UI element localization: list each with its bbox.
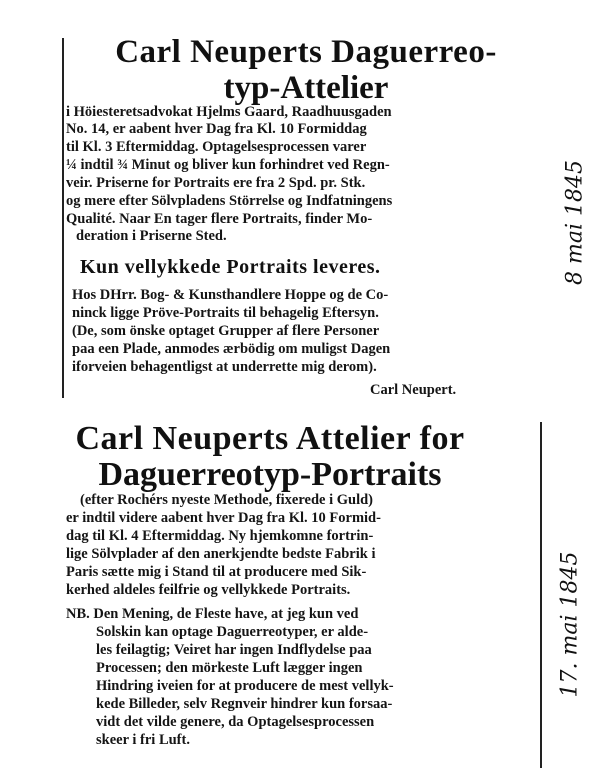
- ad1-body2-line: iforveien behagentligst at underrette mig derom).: [72, 359, 377, 375]
- ad1-body-line: No. 14, er aabent hver Dag fra Kl. 10 Formiddag: [66, 121, 367, 137]
- ad1-body2-line: (De, som önske optaget Grupper af flere Personer: [72, 323, 380, 339]
- ad1-signature: Carl Neupert.: [370, 382, 457, 398]
- ad2-body-line: dag til Kl. 4 Eftermiddag. Ny hjemkomne fortrin-: [66, 528, 374, 544]
- ad2-nb-line: Hindring iveien for at producere de mest vellyk-: [96, 678, 394, 694]
- ad2-nb-line: Solskin kan optage Daguerreotyper, er alde-: [96, 624, 369, 640]
- ad1-body-line: og mere efter Sölvpladens Störrelse og Indfatningens: [66, 193, 393, 209]
- ad1-body2-line: ninck ligge Pröve-Portraits til behagelig Eftersyn.: [72, 305, 379, 321]
- ad1-body2-line: paa een Plade, anmodes ærbödig om muligst Dagen: [72, 341, 391, 357]
- ad2-nb-line: vidt det vilde genere, da Optagelsesprocessen: [96, 714, 375, 730]
- ad2-title-line2: Daguerreotyp-Portraits: [98, 456, 442, 493]
- ad2-nb-line: NB. Den Mening, de Fleste have, at jeg kun ved: [66, 606, 359, 622]
- ad1-body2-line: Hos DHrr. Bog- & Kunsthandlere Hoppe og de Co-: [72, 287, 389, 303]
- ad1-body-line: deration i Priserne Sted.: [76, 228, 227, 244]
- ad2-body-line: kerhed aldeles feilfrie og vellykkede Portraits.: [66, 582, 351, 598]
- ad1-handwritten-date: 8 mai 1845: [562, 160, 588, 285]
- ad2-nb-line: skeer i fri Luft.: [96, 732, 190, 748]
- ad2-handwritten-date: 17. mai 1845: [557, 551, 583, 698]
- ad2-nb-line: Processen; den mörkeste Luft lægger ingen: [96, 660, 363, 676]
- ad1-subheading: Kun vellykkede Portraits leveres.: [80, 256, 381, 278]
- ad1-body-line: Qualité. Naar En tager flere Portraits, finder Mo-: [66, 211, 373, 227]
- ad2-body-line: (efter Rochérs nyeste Methode, fixerede i Guld): [80, 492, 374, 508]
- ad2-right-rule: [540, 422, 542, 768]
- ad2-nb-line: les feilagtig; Veiret har ingen Indflydelse paa: [96, 642, 372, 658]
- ad2-nb-line: kede Billeder, selv Regnveir hindrer kun forsaa-: [96, 696, 393, 712]
- ad2-body-line: Paris sætte mig i Stand til at producere med Sik-: [66, 564, 367, 580]
- ad2-body-line: lige Sölvplader af den anerkjendte bedste Fabrik i: [66, 546, 376, 562]
- ad1-body-line: i Höiesteretsadvokat Hjelms Gaard, Raadhuusgaden: [66, 104, 392, 120]
- ad1-body-line: ¼ indtil ¾ Minut og bliver kun forhindret ved Regn-: [66, 157, 390, 173]
- ad2-title-line1: Carl Neuperts Attelier for: [75, 420, 465, 457]
- ad1-body-line: veir. Priserne for Portraits ere fra 2 Spd. pr. Stk.: [66, 175, 366, 191]
- ad2-body-line: er indtil videre aabent hver Dag fra Kl. 10 Formid-: [66, 510, 381, 526]
- ad1-title-line2: typ-Attelier: [223, 70, 389, 106]
- ad1-body-line: til Kl. 3 Eftermiddag. Optagelsesprocessen varer: [66, 139, 367, 155]
- ad1-title-line1: Carl Neuperts Daguerreo-: [115, 34, 497, 70]
